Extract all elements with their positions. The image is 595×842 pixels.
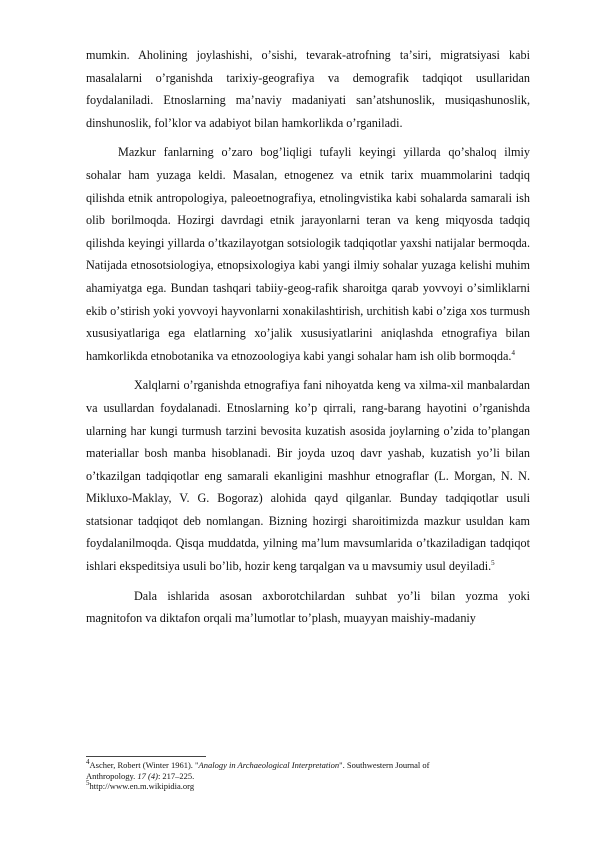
footnote-4 (86, 760, 530, 771)
footnote-4-author: Ascher, Robert (Winter 1961). " (89, 760, 199, 770)
footnote-5-mark: 5 (86, 779, 90, 788)
paragraph-1 (86, 44, 530, 134)
footnote-separator (86, 756, 206, 757)
paragraph-3 (86, 374, 530, 577)
footnote-ref-5[interactable]: 5 (491, 559, 495, 567)
footnote-ref-4[interactable]: 4 (511, 348, 515, 357)
paragraph-4-text: Dala ishlarida asosan axborotchilardan suhbat yoʼli bilan yozma yoki magnitofon va diktafon orqali maʼlumotlar toʼplash, muayyan maishiy-madaniy (86, 588, 530, 626)
footnote-4-journal: ". Southwestern Journal of (339, 760, 430, 770)
footnotes (86, 760, 530, 792)
footnote-4-volume: 17 (4) (137, 770, 158, 781)
body-text (86, 44, 530, 630)
paragraph-2 (86, 141, 530, 367)
footnote-4-pages: : 217–225. (157, 770, 195, 781)
paragraph-1-text: mumkin. Aholining joylashishi, oʼsishi, tevarak-atrofning taʼsiri, migratsiyasi kabi masalalarni oʼrganishda tarixiy-geografiya va demografik tadqiqot usullaridan foydalaniladi. Etnoslarning maʼnaviy madaniyati sanʼatshunoslik, musiqashunoslik, dinshunoslik, folʼklor va adabiyot bilan hamkorlikda oʼrganiladi. (86, 48, 530, 130)
paragraph-4 (86, 585, 530, 630)
paragraph-3-text: Xalqlarni oʼrganishda etnografiya fani nihoyatda keng va xilma-xil manbalardan va usullardan foydalanadi. Etnoslarning koʼp qirrali, rang-barang hayotini oʼrganishda ularning har kungi turmush tarzini bevosita kuzatish asosida joylarning oʼzida toʼplangan materiallar bosh manba hisoblanadi. Bir joyda uzoq davr yashab, kuzatish yoʼli bilan oʼtkazilgan tadqiqotlar eng samarali ekanligini mashhur etnograflar (L. Morgan, N. N. Mikluxo-Maklay, V. G. Bogoraz) alohida qayd qilganlar. Bunday tadqiqotlar usuli statsionar tadqiqot deb nomlangan. Bizning hozirgi sharoitimizda mazkur usuldan kam foydalanilmoqda. Qisqa muddatda, yilning maʼlum mavsumlarida oʼtkaziladigan tadqiqot ishlari ekspeditsiya usuli boʼlib, hozir keng tarqalgan va u mavsumiy usul deyiladi. (86, 378, 530, 574)
footnote-4-mark: 4 (86, 758, 90, 767)
paragraph-2-text: Mazkur fanlarning oʼzaro bogʼliqligi tufayli keyingi yillarda qoʼshaloq ilmiy sohalar ham yuzaga keldi. Masalan, etnogenez va etnik tarix muammolarini tadqiq qilishda etnik antropologiya, paleoetnografiya, etnolingvistika kabi sohalarda samarali ish olib borilmoqda. Hozirgi davrdagi etnik jarayonlarni teran va keng miqyosda tadqiq qilishda keyingi yillarda oʼtkazilayotgan sotsiologik tadqiqotlar yaxshi natijalar bermoqda. Natijada etnosotsiologiya, etnopsixologiya kabi yangi ilmiy sohalar yuzaga kelishi muhim ahamiyatga ega. Bundan tashqari tabiiy-geog-rafik sharoitga qarab yovvoyi oʼsimliklarni ekib oʼstirish yoki yovvoyi hayvonlarni xonakilashtirish, urchitish kabi oʼziga xos turmush xususiyatlariga ega elatlarning xoʼjalik xususiyatlarini aniqlashda etnografiya bilan hamkorlikda etnobotanika va etnozoologiya kabi yangi sohalar ham ish olib bormoqda. (86, 145, 530, 363)
footnote-4-line2 (86, 771, 530, 782)
footnote-4-title: Analogy in Archaeological Interpretation (198, 760, 340, 770)
footnote-5 (86, 781, 530, 792)
footnote-5-link[interactable]: http://www.en.m.wikipidia.org (89, 781, 195, 791)
footnote-4-journal-cont: Anthropology. (86, 770, 138, 781)
